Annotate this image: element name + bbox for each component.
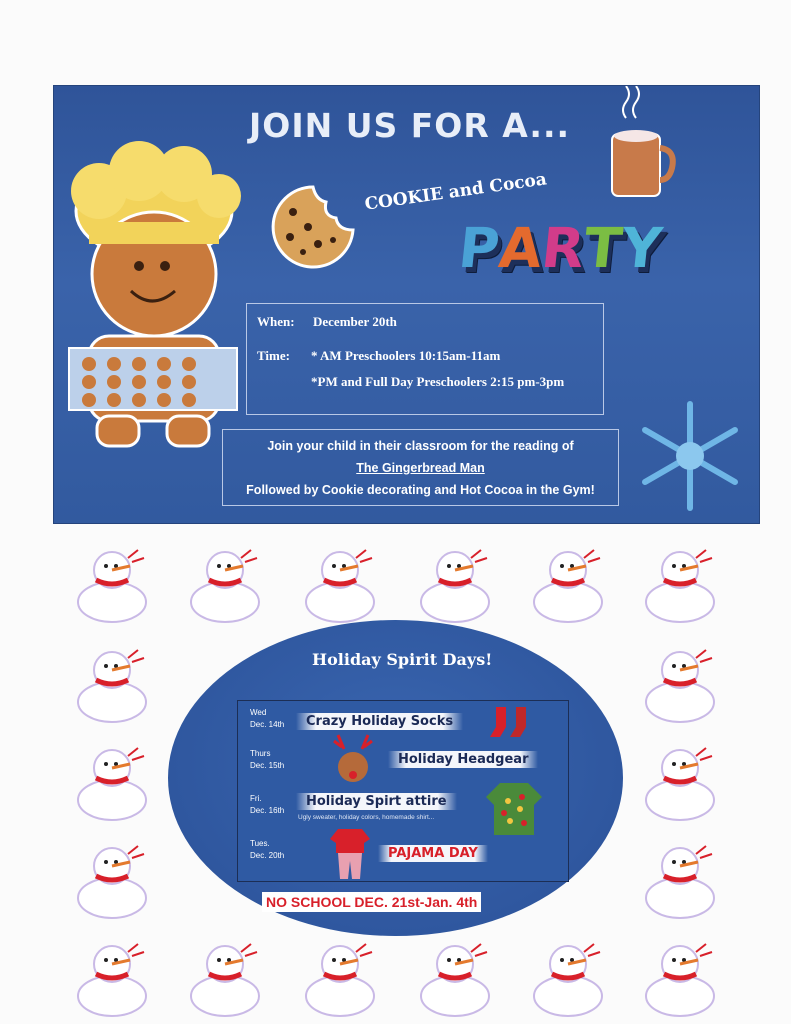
flyer-banner [53,85,760,524]
event-attire: Holiday Spirt attire [296,793,457,810]
cookie-icon [268,182,358,272]
book-title: The Gingerbread Man [356,461,485,475]
cookie-cocoa-text: COOKIE and Cocoa [363,169,549,215]
join-line-3: Followed by Cookie decorating and Hot Cocoa in the Gym! [246,483,595,497]
event-pajama-day: PAJAMA DAY [378,845,488,862]
snowman-icon [72,836,152,920]
snowman-icon [640,640,720,724]
snowman-icon [185,540,265,624]
flyer-heading: JOIN US FOR A... [249,106,571,145]
snowman-icon [415,540,495,624]
attire-note: Ugly sweater, holiday colors, homemade shirt... [298,814,435,821]
snowman-icon [640,738,720,822]
snowman-icon [72,934,152,1018]
party-letter: Y [618,216,665,280]
party-letter: T [580,216,626,280]
snowman-icon [415,934,495,1018]
when-value: December 20th [313,314,397,329]
event-socks: Crazy Holiday Socks [296,713,463,730]
event-headgear: Holiday Headgear [388,751,538,768]
snowman-icon [300,540,380,624]
reading-info-box [222,429,619,506]
spirit-days-schedule [237,700,569,882]
gingerbread-chef-icon [59,126,249,451]
time-am: * AM Preschoolers 10:15am-11am [311,348,501,363]
time-label: Time: [257,348,290,363]
party-word [456,216,665,280]
snowman-icon [528,934,608,1018]
party-letter: P [455,216,503,280]
day-date: Dec. 15th [250,761,285,770]
snowman-icon [640,540,720,624]
day-date: Dec. 20th [250,851,285,860]
spirit-days-title: Holiday Spirit Days! [312,650,493,669]
snowman-icon [185,934,265,1018]
day-date: Dec. 14th [250,720,285,729]
day-date: Dec. 16th [250,806,285,815]
snowman-icon [300,934,380,1018]
pajamas-icon [330,825,370,881]
snowman-icon [72,738,152,822]
cocoa-mug-icon [604,86,679,204]
snowman-icon [640,836,720,920]
socks-icon [488,705,536,741]
no-school-notice: NO SCHOOL DEC. 21st-Jan. 4th [262,892,481,912]
event-details-box [246,303,604,415]
time-pm: *PM and Full Day Preschoolers 2:15 pm-3pm [311,374,565,389]
day-weekday: Tues. [250,839,270,848]
snowflake-icon [632,398,748,514]
day-weekday: Fri. [250,794,262,803]
snowman-icon [528,540,608,624]
when-label: When: [257,314,295,329]
reindeer-icon [326,731,381,789]
day-weekday: Thurs [250,749,271,758]
join-line-1: Join your child in their classroom for the reading of [267,439,574,453]
party-letter: R [538,216,588,280]
party-letter: A [495,216,546,280]
snowman-icon [72,640,152,724]
sweater-icon [486,779,542,837]
day-weekday: Wed [250,708,267,717]
snowman-icon [640,934,720,1018]
snowman-icon [72,540,152,624]
